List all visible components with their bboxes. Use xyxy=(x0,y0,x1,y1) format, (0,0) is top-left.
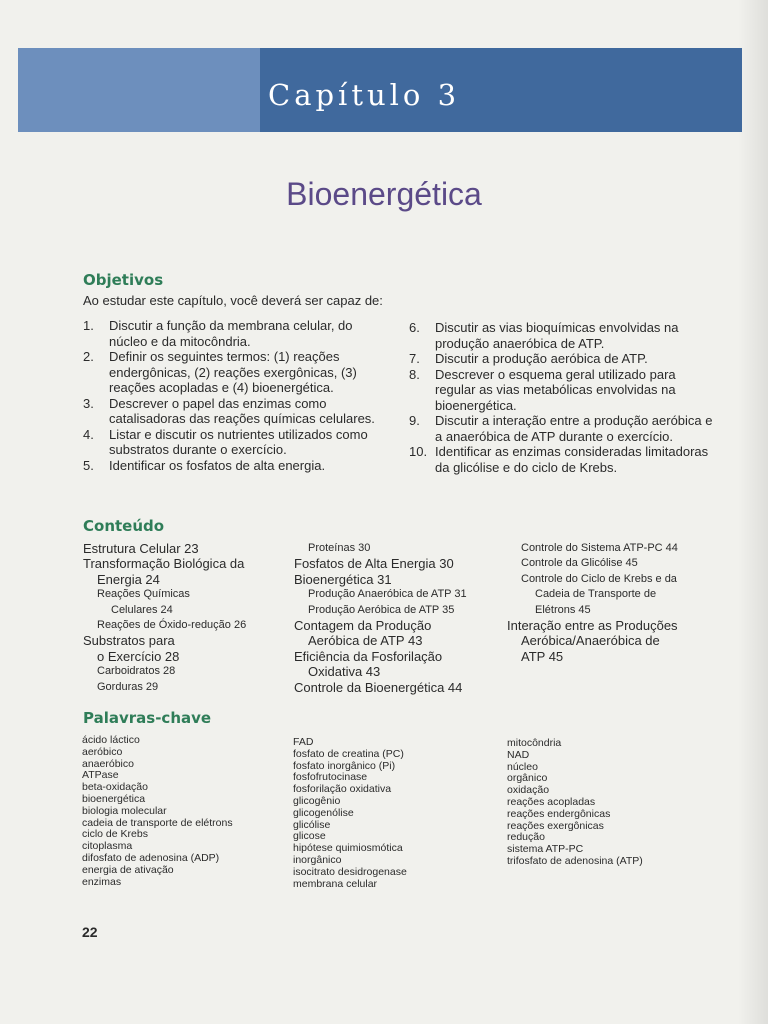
keyword-item: oxidação xyxy=(507,784,550,797)
chapter-label: Capítulo 3 xyxy=(268,78,461,112)
objective-text: Discutir a produção aeróbica de ATP. xyxy=(435,351,648,366)
objective-text: Definir os seguintes termos: (1) reações endergônicas, (2) reações exergônicas, (3) reações acopladas e (4) bioenergética. xyxy=(109,349,357,395)
contents-entry: Reações de Óxido-redução 26 xyxy=(97,619,247,632)
objective-item xyxy=(409,351,715,367)
keyword-item: núcleo xyxy=(507,760,538,773)
keyword-item: glicogenólise xyxy=(293,806,354,819)
keyword-item: bioenergética xyxy=(82,792,146,805)
objective-item xyxy=(409,444,715,475)
contents-entry: Celulares 24 xyxy=(111,603,173,616)
contents-entry: Controle do Sistema ATP-PC 44 xyxy=(521,542,678,554)
objective-text: Discutir a interação entre a produção aeróbica e a anaeróbica de ATP durante o exercício. xyxy=(435,413,713,444)
keyword-item: biologia molecular xyxy=(82,804,167,817)
keyword-item: membrana celular xyxy=(293,877,378,890)
contents-column-1 xyxy=(83,541,246,695)
keywords-column-3 xyxy=(507,738,643,868)
objective-item xyxy=(83,396,383,427)
banner-light-block xyxy=(18,48,260,132)
keyword-item: trifosfato de adenosina (ATP) xyxy=(507,854,643,867)
contents-entry: Proteínas 30 xyxy=(308,542,371,554)
keyword-item: FAD xyxy=(293,736,314,748)
keyword-item: ácido láctico xyxy=(82,734,140,746)
objective-number: 1. xyxy=(83,318,94,333)
keyword-item: aeróbico xyxy=(82,745,123,758)
contents-column-3 xyxy=(507,541,678,664)
banner-dark-block xyxy=(260,48,742,132)
keyword-item: glicose xyxy=(293,830,326,843)
keyword-item: anaeróbico xyxy=(82,757,134,770)
objective-number: 2. xyxy=(83,349,94,364)
contents-entry: Controle da Bioenergética 44 xyxy=(294,679,463,695)
contents-heading: Conteúdo xyxy=(83,517,165,535)
keyword-item: ciclo de Krebs xyxy=(82,828,148,841)
keyword-item: inorgânico xyxy=(293,853,342,866)
objective-item xyxy=(409,320,715,351)
keyword-item: fosforilação oxidativa xyxy=(293,783,392,796)
objective-item xyxy=(83,318,383,349)
keywords-heading: Palavras-chave xyxy=(83,709,212,727)
keyword-item: reações acopladas xyxy=(507,795,596,808)
objective-text: Listar e discutir os nutrientes utilizados como substratos durante o exercício. xyxy=(109,426,368,457)
keywords-column-2 xyxy=(293,737,407,890)
objective-number: 9. xyxy=(409,413,420,428)
keyword-item: NAD xyxy=(507,748,530,761)
contents-entry: Bioenergética 31 xyxy=(294,571,392,587)
objective-item xyxy=(83,427,383,458)
objective-text: Identificar os fosfatos de alta energia. xyxy=(109,457,326,473)
contents-column-2 xyxy=(294,541,467,695)
objective-item xyxy=(83,349,383,396)
keyword-item: energia de ativação xyxy=(82,863,174,876)
keyword-item: fosfato de creatina (PC) xyxy=(293,747,404,760)
contents-entry: Elétrons 45 xyxy=(535,603,591,616)
contents-entry: Substratos para xyxy=(83,633,175,649)
contents-entry: Gorduras 29 xyxy=(97,680,159,693)
contents-entry: Produção Aeróbica de ATP 35 xyxy=(308,603,455,616)
objectives-intro: Ao estudar este capítulo, você deverá ser capaz de: xyxy=(83,293,383,308)
keyword-item: citoplasma xyxy=(82,840,133,853)
contents-entry: Cadeia de Transporte de xyxy=(535,588,657,601)
keyword-item: difosfato de adenosina (ADP) xyxy=(82,851,220,864)
objective-number: 3. xyxy=(83,395,94,411)
contents-entry: Aeróbica de ATP 43 xyxy=(308,633,423,649)
keyword-item: redução xyxy=(507,831,545,844)
objective-item xyxy=(409,367,715,414)
keyword-item: cadeia de transporte de elétrons xyxy=(82,816,233,829)
keyword-item: sistema ATP-PC xyxy=(507,843,584,856)
contents-entry: Eficiência da Fosforilação xyxy=(294,648,443,664)
page-edge-shadow xyxy=(738,0,768,1024)
keyword-item: fosfofrutocinase xyxy=(293,771,368,784)
keyword-item: beta-oxidação xyxy=(82,781,148,794)
objective-text: Discutir as vias bioquímicas envolvidas na produção anaeróbica de ATP. xyxy=(435,320,679,351)
contents-entry: Energia 24 xyxy=(97,571,160,587)
objective-item xyxy=(83,458,383,474)
contents-entry: o Exercício 28 xyxy=(97,648,180,664)
objective-text: Identificar as enzimas consideradas limitadoras da glicólise e do ciclo de Krebs. xyxy=(435,444,709,475)
contents-entry: Reações Químicas xyxy=(97,588,190,601)
keyword-item: orgânico xyxy=(507,772,548,785)
chapter-banner xyxy=(18,48,742,132)
page-number: 22 xyxy=(82,924,98,940)
contents-entry: Controle da Glicólise 45 xyxy=(521,557,638,570)
objective-text: Discutir a função da membrana celular, do núcleo e da mitocôndria. xyxy=(109,318,353,349)
keyword-item: reações endergônicas xyxy=(507,807,611,820)
objective-text: Descrever o esquema geral utilizado para regular as vias metabólicas envolvidas na bioenergética. xyxy=(435,366,676,413)
keyword-item: ATPase xyxy=(82,769,119,782)
objective-number: 4. xyxy=(83,426,94,442)
objective-number: 8. xyxy=(409,366,420,382)
objective-number: 7. xyxy=(409,351,420,366)
objective-number: 6. xyxy=(409,320,420,335)
contents-entry: Aeróbica/Anaeróbica de xyxy=(521,633,660,649)
contents-entry: Carboidratos 28 xyxy=(97,665,176,678)
contents-entry: Produção Anaeróbica de ATP 31 xyxy=(308,588,467,601)
contents-entry: Estrutura Celular 23 xyxy=(83,541,199,556)
contents-entry: Contagem da Produção xyxy=(294,618,432,634)
keyword-item: glicogênio xyxy=(293,794,341,807)
objectives-heading: Objetivos xyxy=(83,271,164,289)
contents-entry: ATP 45 xyxy=(521,648,564,664)
objectives-list-right xyxy=(409,320,715,475)
contents-entry: Oxidativa 43 xyxy=(308,664,381,680)
objective-text: Descrever o papel das enzimas como catalisadoras das reações químicas celulares. xyxy=(109,395,375,426)
keyword-item: fosfato inorgânico (Pi) xyxy=(293,759,396,772)
contents-entry: Fosfatos de Alta Energia 30 xyxy=(294,556,454,572)
objective-number: 10. xyxy=(409,444,428,459)
keyword-item: enzimas xyxy=(82,875,122,888)
objective-item xyxy=(409,413,715,444)
keyword-item: glicólise xyxy=(293,818,331,831)
chapter-title: Bioenergética xyxy=(286,176,482,212)
keyword-item: isocitrato desidrogenase xyxy=(293,865,407,878)
keyword-item: mitocôndria xyxy=(507,737,562,749)
keyword-item: reações exergônicas xyxy=(507,819,604,832)
objective-number: 5. xyxy=(83,457,94,473)
contents-entry: Controle do Ciclo de Krebs e da xyxy=(521,572,677,585)
contents-entry: Interação entre as Produções xyxy=(507,618,678,634)
keyword-item: hipótese quimiosmótica xyxy=(293,842,403,855)
contents-entry: Transformação Biológica da xyxy=(83,556,245,572)
objectives-list-left xyxy=(83,318,383,473)
keywords-column-1 xyxy=(82,735,233,888)
